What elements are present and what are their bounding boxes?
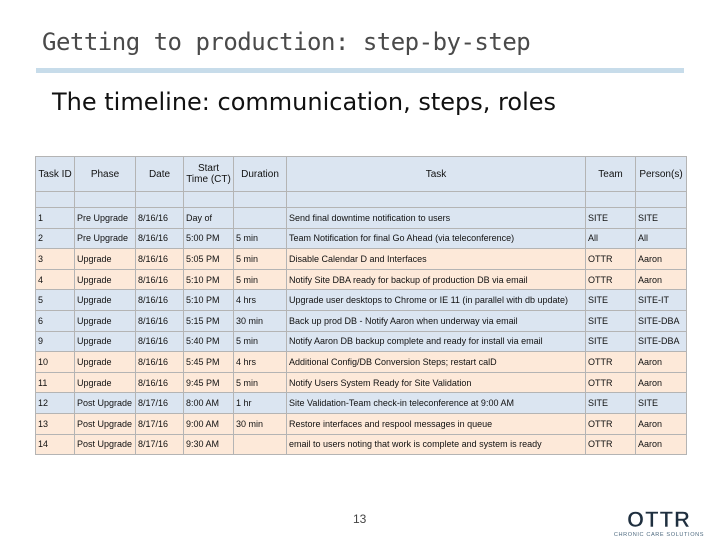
cell-start-time: 9:30 AM	[184, 434, 234, 455]
cell-date: 8/16/16	[136, 310, 184, 331]
cell-start-time: 5:05 PM	[184, 249, 234, 270]
cell-task: Disable Calendar D and Interfaces	[287, 249, 586, 270]
header-start-time: Start Time (CT)	[184, 157, 234, 192]
cell-duration: 5 min	[234, 372, 287, 393]
timeline-table	[35, 156, 687, 455]
header-task: Task	[287, 157, 586, 192]
cell-date: 8/16/16	[136, 352, 184, 373]
cell-persons: Aaron	[636, 249, 687, 270]
cell-team: OTTR	[586, 352, 636, 373]
cell-phase: Upgrade	[75, 249, 136, 270]
cell-task-id: 14	[36, 434, 75, 455]
cell-team: SITE	[586, 393, 636, 414]
cell-task-id: 9	[36, 331, 75, 352]
cell-team: OTTR	[586, 372, 636, 393]
cell-phase: Pre Upgrade	[75, 228, 136, 249]
cell-persons: Aaron	[636, 413, 687, 434]
cell-task-id: 2	[36, 228, 75, 249]
slide-title: Getting to production: step-by-step	[42, 28, 531, 56]
header-task-id: Task ID	[36, 157, 75, 192]
cell-task: Upgrade user desktops to Chrome or IE 11 (in parallel with db update)	[287, 290, 586, 311]
cell-phase: Upgrade	[75, 372, 136, 393]
cell-phase: Upgrade	[75, 352, 136, 373]
cell-task: Restore interfaces and respool messages in queue	[287, 413, 586, 434]
logo-wordmark: OTTR	[627, 508, 691, 532]
cell-date: 8/16/16	[136, 269, 184, 290]
cell-date: 8/17/16	[136, 434, 184, 455]
cell-duration: 1 hr	[234, 393, 287, 414]
table-row	[36, 372, 687, 393]
cell-duration	[234, 208, 287, 229]
cell-phase: Post Upgrade	[75, 434, 136, 455]
cell-task-id: 12	[36, 393, 75, 414]
table-row	[36, 434, 687, 455]
cell-task-id: 4	[36, 269, 75, 290]
header-spacer-row	[36, 192, 687, 208]
cell-task: Site Validation-Team check-in teleconference at 9:00 AM	[287, 393, 586, 414]
table-row	[36, 331, 687, 352]
header-date: Date	[136, 157, 184, 192]
cell-start-time: 5:15 PM	[184, 310, 234, 331]
cell-task: Notify Aaron DB backup complete and ready for install via email	[287, 331, 586, 352]
cell-duration: 30 min	[234, 413, 287, 434]
cell-start-time: 5:10 PM	[184, 290, 234, 311]
table-row	[36, 352, 687, 373]
cell-duration: 4 hrs	[234, 352, 287, 373]
cell-date: 8/16/16	[136, 372, 184, 393]
cell-task-id: 3	[36, 249, 75, 270]
cell-start-time: Day of	[184, 208, 234, 229]
cell-task-id: 6	[36, 310, 75, 331]
cell-task-id: 13	[36, 413, 75, 434]
cell-task: Send final downtime notification to users	[287, 208, 586, 229]
cell-phase: Upgrade	[75, 331, 136, 352]
cell-date: 8/16/16	[136, 331, 184, 352]
cell-date: 8/16/16	[136, 249, 184, 270]
cell-task: Notify Site DBA ready for backup of production DB via email	[287, 269, 586, 290]
cell-date: 8/17/16	[136, 393, 184, 414]
cell-persons: Aaron	[636, 352, 687, 373]
logo-tagline: CHRONIC CARE SOLUTIONS	[613, 532, 705, 538]
page-number: 13	[353, 512, 367, 526]
cell-duration: 5 min	[234, 228, 287, 249]
cell-date: 8/16/16	[136, 228, 184, 249]
slide-subtitle: The timeline: communication, steps, roles	[52, 88, 557, 116]
table-row	[36, 208, 687, 229]
cell-persons: Aaron	[636, 269, 687, 290]
table-row	[36, 413, 687, 434]
cell-task: email to users noting that work is complete and system is ready	[287, 434, 586, 455]
cell-duration: 5 min	[234, 249, 287, 270]
cell-team: SITE	[586, 310, 636, 331]
cell-task-id: 10	[36, 352, 75, 373]
cell-team: SITE	[586, 208, 636, 229]
ottr-logo	[600, 508, 718, 538]
cell-task: Back up prod DB - Notify Aaron when underway via email	[287, 310, 586, 331]
cell-start-time: 5:00 PM	[184, 228, 234, 249]
cell-task-id: 5	[36, 290, 75, 311]
cell-task: Notify Users System Ready for Site Validation	[287, 372, 586, 393]
cell-duration: 5 min	[234, 331, 287, 352]
cell-persons: SITE-IT	[636, 290, 687, 311]
table-header-row	[36, 157, 687, 192]
cell-start-time: 5:45 PM	[184, 352, 234, 373]
cell-task: Additional Config/DB Conversion Steps; restart calD	[287, 352, 586, 373]
cell-duration: 30 min	[234, 310, 287, 331]
header-team: Team	[586, 157, 636, 192]
cell-persons: SITE-DBA	[636, 331, 687, 352]
cell-team: SITE	[586, 331, 636, 352]
table-row	[36, 310, 687, 331]
cell-phase: Upgrade	[75, 269, 136, 290]
cell-persons: All	[636, 228, 687, 249]
cell-phase: Pre Upgrade	[75, 208, 136, 229]
cell-team: SITE	[586, 290, 636, 311]
table-row	[36, 269, 687, 290]
cell-persons: Aaron	[636, 434, 687, 455]
cell-duration: 5 min	[234, 269, 287, 290]
cell-team: OTTR	[586, 413, 636, 434]
table-row	[36, 228, 687, 249]
cell-task-id: 11	[36, 372, 75, 393]
cell-team: All	[586, 228, 636, 249]
cell-team: OTTR	[586, 434, 636, 455]
cell-task: Team Notification for final Go Ahead (via teleconference)	[287, 228, 586, 249]
cell-start-time: 9:00 AM	[184, 413, 234, 434]
table-row	[36, 290, 687, 311]
cell-phase: Post Upgrade	[75, 413, 136, 434]
cell-start-time: 5:40 PM	[184, 331, 234, 352]
cell-date: 8/17/16	[136, 413, 184, 434]
cell-start-time: 9:45 PM	[184, 372, 234, 393]
cell-duration	[234, 434, 287, 455]
header-persons: Person(s)	[636, 157, 687, 192]
cell-date: 8/16/16	[136, 290, 184, 311]
cell-duration: 4 hrs	[234, 290, 287, 311]
cell-start-time: 5:10 PM	[184, 269, 234, 290]
header-phase: Phase	[75, 157, 136, 192]
cell-start-time: 8:00 AM	[184, 393, 234, 414]
cell-phase: Upgrade	[75, 290, 136, 311]
header-duration: Duration	[234, 157, 287, 192]
cell-phase: Upgrade	[75, 310, 136, 331]
cell-team: OTTR	[586, 249, 636, 270]
cell-persons: SITE	[636, 208, 687, 229]
cell-persons: SITE	[636, 393, 687, 414]
cell-task-id: 1	[36, 208, 75, 229]
cell-date: 8/16/16	[136, 208, 184, 229]
title-divider	[36, 68, 684, 73]
table-row	[36, 249, 687, 270]
table-row	[36, 393, 687, 414]
cell-persons: Aaron	[636, 372, 687, 393]
cell-team: OTTR	[586, 269, 636, 290]
cell-phase: Post Upgrade	[75, 393, 136, 414]
cell-persons: SITE-DBA	[636, 310, 687, 331]
